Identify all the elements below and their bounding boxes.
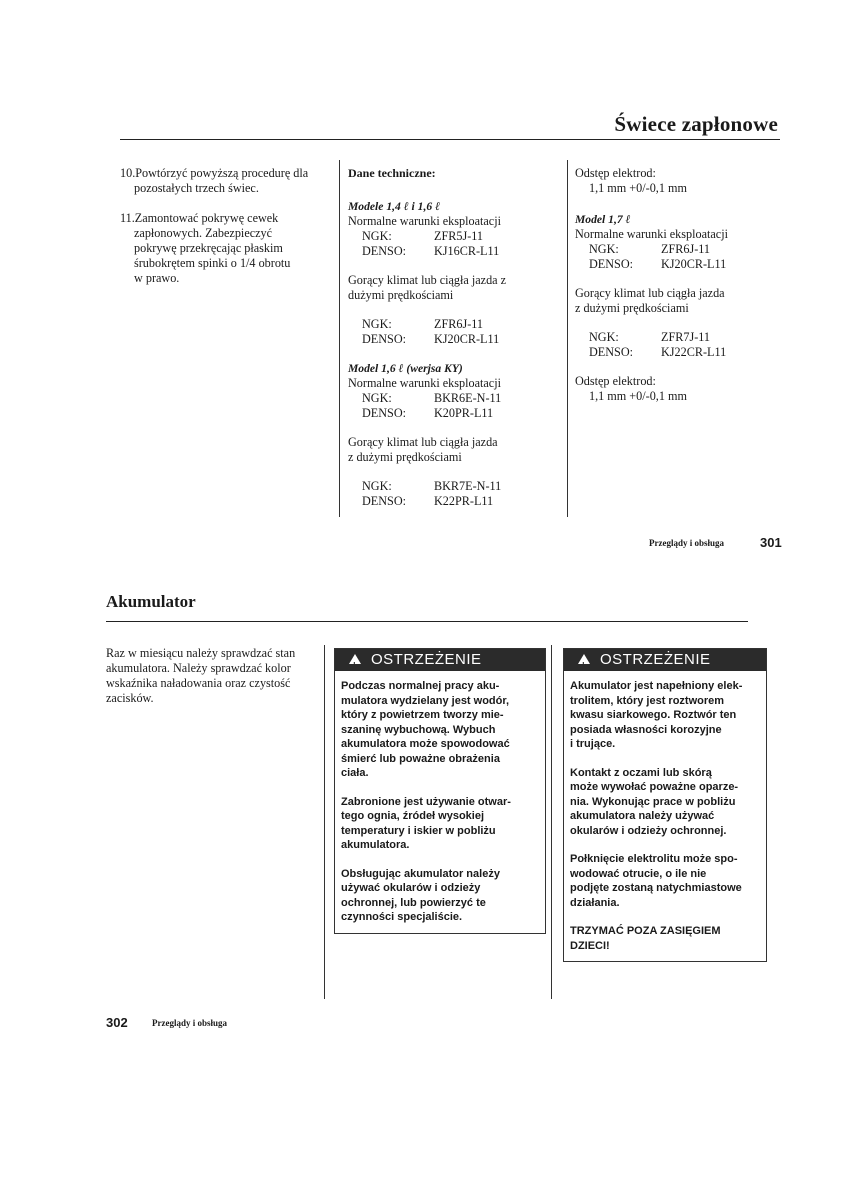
warning-line: tego ognia, źródeł wysokiej xyxy=(341,810,485,822)
spec-heading: Dane techniczne: xyxy=(348,166,436,180)
title-rule xyxy=(106,621,748,622)
intro-line: wskaźnika naładowania oraz czystość xyxy=(106,676,291,690)
warning-line: akumulatora może spowodować xyxy=(341,738,510,750)
warning-line: który z powietrzem tworzy mie- xyxy=(341,709,504,721)
step-11 xyxy=(120,211,330,286)
condition-label: z dużymi prędkościami xyxy=(575,301,689,315)
warning-line: mulatora wydzielany jest wodór, xyxy=(341,694,510,707)
plug-code: KJ16CR-L11 xyxy=(434,244,500,258)
warning-paragraph xyxy=(570,679,760,752)
warning-box-hydrogen xyxy=(334,648,546,934)
warning-paragraph xyxy=(341,795,539,853)
step-text: pozostałych trzech świec. xyxy=(134,181,259,195)
condition-label: Normalne warunki eksploatacji xyxy=(348,376,501,390)
brand-label: NGK: xyxy=(362,317,392,331)
model-heading: Model 1,7 ℓ xyxy=(575,213,631,226)
procedure-steps xyxy=(120,166,330,301)
warning-line: posiada własności korozyjne xyxy=(570,723,722,736)
warning-body xyxy=(335,671,545,933)
step-text: zapłonowych. Zabezpieczyć xyxy=(134,226,273,240)
plug-code: BKR6E-N-11 xyxy=(434,391,502,405)
spec-table xyxy=(575,242,775,272)
page-title-spark-plugs: Świece zapłonowe xyxy=(614,112,778,136)
step-10 xyxy=(120,166,330,196)
condition-label: Gorący klimat lub ciągła jazda xyxy=(348,435,498,449)
step-text: pokrywę przekręcając płaskim xyxy=(134,241,283,255)
page-title-battery: Akumulator xyxy=(106,592,196,611)
warning-line: Podczas normalnej pracy aku- xyxy=(341,680,500,692)
plug-code: ZFR6J-11 xyxy=(661,242,710,256)
step-text: w prawo. xyxy=(134,271,180,285)
plug-code: ZFR6J-11 xyxy=(434,317,483,331)
electrode-gap-value: 1,1 mm +0/-0,1 mm xyxy=(589,389,687,403)
model-heading: Model 1,6 ℓ (werjsa KY) xyxy=(348,362,463,375)
step-number: 10. xyxy=(120,166,136,180)
plug-code: KJ20CR-L11 xyxy=(434,332,500,346)
warning-line: i trujące. xyxy=(570,738,616,750)
intro-line: Raz w miesiącu należy sprawdzać stan xyxy=(106,646,296,660)
condition-label: dużymi prędkościami xyxy=(348,288,454,302)
warning-title: OSTRZEŻENIE xyxy=(600,651,711,668)
warning-header xyxy=(335,649,545,671)
step-text: Zamontować pokrywę cewek xyxy=(134,211,279,225)
step-text: śrubokrętem spinki o 1/4 obrotu xyxy=(134,256,291,270)
condition-label: Gorący klimat lub ciągła jazda z xyxy=(348,273,507,287)
brand-label: NGK: xyxy=(589,330,619,344)
warning-header xyxy=(564,649,766,671)
warning-paragraph xyxy=(570,852,760,910)
spec-table xyxy=(348,479,558,509)
brand-label: DENSO: xyxy=(362,406,407,420)
brand-label: DENSO: xyxy=(362,494,407,508)
warning-line: ciała. xyxy=(341,767,369,779)
intro-line: akumulatora. Należy sprawdzać kolor xyxy=(106,661,291,675)
warning-line: działania. xyxy=(570,896,620,909)
warning-line: nia. Wykonując prace w pobliżu xyxy=(570,795,736,808)
brand-label: NGK: xyxy=(589,242,619,256)
column-divider xyxy=(339,160,340,517)
warning-body xyxy=(564,671,766,961)
plug-code: KJ22CR-L11 xyxy=(661,345,727,359)
footer-page-number: 301 xyxy=(760,535,782,550)
electrode-gap-label: Odstęp elektrod: xyxy=(575,374,656,388)
step-text: Powtórzyć powyższą procedurę dla xyxy=(135,166,309,180)
plug-code: BKR7E-N-11 xyxy=(434,479,502,493)
brand-label: DENSO: xyxy=(362,244,407,258)
brand-label: DENSO: xyxy=(589,345,634,359)
warning-line: śmierć lub poważne obrażenia xyxy=(341,752,500,765)
warning-line: Połknięcie elektrolitu może spo- xyxy=(570,853,738,865)
spec-table xyxy=(348,317,558,347)
footer-section-label: Przeglądy i obsługa xyxy=(152,1018,228,1028)
warning-line: czynności specjaliście. xyxy=(341,911,463,923)
footer-section-label: Przeglądy i obsługa xyxy=(649,538,725,548)
brand-label: NGK: xyxy=(362,229,392,243)
electrode-gap-label: Odstęp elektrod: xyxy=(575,166,656,180)
warning-title: OSTRZEŻENIE xyxy=(371,651,482,668)
warning-paragraph xyxy=(341,679,539,781)
condition-label: Gorący klimat lub ciągła jazda xyxy=(575,286,725,300)
plug-code: K20PR-L11 xyxy=(434,406,494,420)
warning-box-electrolyte xyxy=(563,648,767,962)
warning-paragraph xyxy=(570,766,760,839)
warning-line: szaninę wybuchową. Wybuch xyxy=(341,723,496,736)
brand-label: DENSO: xyxy=(362,332,407,346)
warning-line: podjęte zostaną natychmiastowe xyxy=(570,882,742,894)
warning-line: Obsługując akumulator należy xyxy=(341,867,500,880)
warning-line: okularów i odzieży ochronnej. xyxy=(570,824,727,837)
warning-line: Akumulator jest napełniony elek- xyxy=(570,680,743,692)
warning-line: trolitem, który jest roztworem xyxy=(570,694,725,707)
warning-line: Kontakt z oczami lub skórą xyxy=(570,766,712,779)
footer-page-number: 302 xyxy=(106,1015,128,1030)
brand-label: NGK: xyxy=(362,391,392,405)
warning-line: akumulatora należy używać xyxy=(570,810,715,822)
warning-line: może wywołać poważne oparze- xyxy=(570,781,739,793)
plug-code: ZFR7J-11 xyxy=(661,330,710,344)
warning-line: DZIECI! xyxy=(570,939,610,952)
spec-column-left xyxy=(348,166,558,509)
warning-triangle-icon xyxy=(578,654,590,664)
plug-code: KJ20CR-L11 xyxy=(661,257,727,271)
column-divider xyxy=(567,160,568,517)
spec-table xyxy=(348,391,558,421)
warning-line: ochronnej, lub powierzyć te xyxy=(341,896,486,909)
warning-paragraph xyxy=(570,924,760,953)
warning-line: używać okularów i odzieży xyxy=(341,882,481,894)
condition-label: z dużymi prędkościami xyxy=(348,450,462,464)
model-heading: Modele 1,4 ℓ i 1,6 ℓ xyxy=(348,200,441,213)
title-rule xyxy=(120,139,780,140)
intro-line: zacisków. xyxy=(106,691,154,705)
brand-label: DENSO: xyxy=(589,257,634,271)
step-number: 11. xyxy=(120,211,135,225)
warning-line: kwasu siarkowego. Roztwór ten xyxy=(570,709,737,721)
spec-table xyxy=(348,229,558,259)
spec-table xyxy=(575,330,775,360)
warning-line: TRZYMAĆ POZA ZASIĘGIEM xyxy=(570,925,721,937)
warning-line: Zabronione jest używanie otwar- xyxy=(341,795,511,808)
condition-label: Normalne warunki eksploatacji xyxy=(348,214,501,228)
plug-code: K22PR-L11 xyxy=(434,494,494,508)
condition-label: Normalne warunki eksploatacji xyxy=(575,227,728,241)
warning-paragraph xyxy=(341,867,539,925)
warning-line: temperatury i iskier w pobliżu xyxy=(341,824,496,837)
brand-label: NGK: xyxy=(362,479,392,493)
intro-text xyxy=(106,646,316,706)
warning-triangle-icon xyxy=(349,654,361,664)
column-divider xyxy=(551,645,552,999)
warning-line: wodować otrucie, o ile nie xyxy=(570,867,707,880)
warning-line: akumulatora. xyxy=(341,839,410,851)
electrode-gap-value: 1,1 mm +0/-0,1 mm xyxy=(589,181,687,195)
column-divider xyxy=(324,645,325,999)
spec-column-right xyxy=(575,166,775,404)
plug-code: ZFR5J-11 xyxy=(434,229,483,243)
